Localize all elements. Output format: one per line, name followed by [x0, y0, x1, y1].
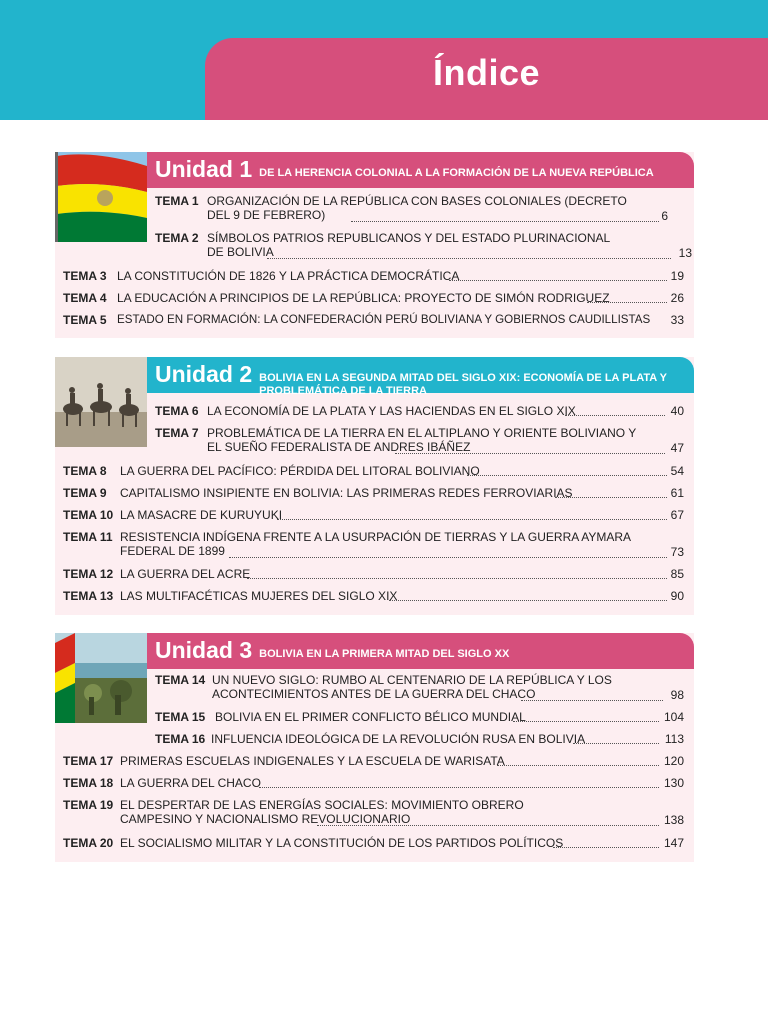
dot-leader	[521, 690, 663, 701]
dot-leader	[565, 405, 665, 416]
page-number: 130	[663, 776, 684, 790]
unit-title: BOLIVIA EN LA PRIMERA MITAD DEL SIGLO XX	[259, 648, 510, 660]
page-number: 13	[678, 246, 692, 260]
tema-title: LA MASACRE DE KURUYUKI	[120, 508, 283, 522]
page-number: 54	[670, 464, 684, 478]
dot-leader	[497, 755, 659, 766]
toc-entry[interactable]	[63, 776, 684, 792]
tema-number: TEMA 15	[155, 710, 206, 724]
tema-number: TEMA 11	[63, 530, 113, 544]
toc-entry[interactable]	[155, 231, 692, 261]
toc-entry[interactable]	[155, 194, 668, 224]
unit-label: Unidad 3	[155, 637, 253, 663]
page-number: 113	[664, 732, 684, 746]
unit-3	[55, 633, 694, 862]
unit-title: BOLIVIA EN LA SEGUNDA MITAD DEL SIGLO XIX: ECONOMÍA DE LA PLATA Y PROBLEMÁTICA DE LA TIERRA	[259, 372, 667, 397]
tema-number: TEMA 10	[63, 508, 114, 522]
tema-title: LAS MULTIFACÉTICAS MUJERES DEL SIGLO XIX	[120, 589, 398, 603]
unit-label: Unidad 2	[155, 361, 253, 387]
tema-title: LA GUERRA DEL ACRE	[120, 567, 251, 581]
tema-number: TEMA 19	[63, 798, 114, 812]
tema-title: LA GUERRA DEL CHACO	[120, 776, 261, 790]
tema-title: PRIMERAS ESCUELAS INDIGENALES Y LA ESCUELA DE WARISATA	[120, 754, 505, 768]
tema-number: TEMA 4	[63, 291, 107, 305]
dot-leader	[259, 777, 659, 788]
tema-number: TEMA 12	[63, 567, 114, 581]
toc-entry[interactable]	[63, 567, 684, 583]
unit-3-header	[147, 633, 694, 669]
tema-title: PROBLEMÁTICA DE LA TIERRA EN EL ALTIPLANO Y ORIENTE BOLIVIANO Y EL SUEÑO FEDERALISTA DE ANDRES IBÁÑEZ	[207, 426, 637, 454]
toc-entry[interactable]	[155, 732, 684, 748]
tema-title: RESISTENCIA INDÍGENA FRENTE A LA USURPACIÓN DE TIERRAS Y LA GUERRA AYMARA FEDERAL DE 1899	[120, 530, 631, 558]
toc-entry[interactable]	[63, 836, 684, 852]
toc-entry[interactable]	[155, 404, 684, 420]
tema-title: CAPITALISMO INSIPIENTE EN BOLIVIA: LAS PRIMERAS REDES FERROVIARIAS	[120, 486, 573, 500]
tema-title: LA ECONOMÍA DE LA PLATA Y LAS HACIENDAS EN EL SIGLO XIX	[207, 404, 576, 418]
tema-number: TEMA 7	[155, 426, 199, 440]
tema-number: TEMA 18	[63, 776, 114, 790]
page-number: 33	[670, 313, 684, 327]
unit-1-header	[147, 152, 694, 188]
toc-entry[interactable]	[155, 426, 684, 456]
tema-title: LA GUERRA DEL PACÍFICO: PÉRDIDA DEL LITORAL BOLIVIANO	[120, 464, 480, 478]
toc-entry[interactable]	[63, 508, 684, 524]
chaco-war-collage-photo	[55, 633, 147, 723]
page-number: 73	[670, 545, 684, 559]
dot-leader	[247, 568, 667, 579]
dot-leader	[449, 270, 667, 281]
toc-entry[interactable]	[63, 464, 684, 480]
tema-number: TEMA 9	[63, 486, 107, 500]
page-number: 47	[670, 441, 684, 455]
tema-number: TEMA 1	[155, 194, 199, 208]
unit-title: DE LA HERENCIA COLONIAL A LA FORMACIÓN DE LA NUEVA REPÚBLICA	[259, 167, 654, 179]
page-number: 138	[663, 813, 684, 827]
page-number: 19	[670, 269, 684, 283]
page-number: 6	[661, 209, 668, 223]
page-number: 67	[670, 508, 684, 522]
historic-horsemen-photo	[55, 357, 147, 447]
dot-leader	[513, 711, 659, 722]
tema-number: TEMA 3	[63, 269, 107, 283]
tema-title: LA CONSTITUCIÓN DE 1826 Y LA PRÁCTICA DEMOCRÁTICA	[117, 269, 460, 283]
dot-leader	[267, 248, 671, 259]
page-number: 104	[663, 710, 684, 724]
tema-number: TEMA 13	[63, 589, 114, 603]
page-number: 90	[670, 589, 684, 603]
tema-number: TEMA 5	[63, 313, 107, 327]
page-number: 40	[670, 404, 684, 418]
tema-title: BOLIVIA EN EL PRIMER CONFLICTO BÉLICO MUNDIAL	[215, 710, 526, 724]
dot-leader	[351, 211, 659, 222]
page-title: Índice	[432, 52, 541, 93]
page-number: 61	[670, 486, 684, 500]
unit-label: Unidad 1	[155, 156, 253, 182]
tema-number: TEMA 6	[155, 404, 199, 418]
toc-entry[interactable]	[63, 798, 684, 828]
tema-number: TEMA 16	[155, 732, 206, 746]
toc-entry[interactable]	[155, 673, 684, 703]
tema-number: TEMA 8	[63, 464, 107, 478]
page-number: 147	[663, 836, 684, 850]
tema-title: ESTADO EN FORMACIÓN: LA CONFEDERACIÓN PERÚ BOLIVIANA Y GOBIERNOS CAUDILLISTAS	[117, 313, 651, 326]
tema-number: TEMA 17	[63, 754, 114, 768]
toc-entry[interactable]	[63, 313, 684, 329]
dot-leader	[587, 292, 667, 303]
dot-leader	[277, 509, 667, 520]
unit-2-header	[147, 357, 694, 397]
dot-leader	[317, 815, 659, 826]
unit-2	[55, 357, 694, 615]
unit-1	[55, 152, 694, 338]
tema-number: TEMA 2	[155, 231, 199, 245]
dot-leader	[467, 465, 667, 476]
toc-entry[interactable]	[63, 589, 684, 605]
page-number: 26	[670, 291, 684, 305]
tema-title: ORGANIZACIÓN DE LA REPÚBLICA CON BASES COLONIALES (DECRETO DEL 9 DE FEBRERO)	[207, 194, 627, 222]
tema-title: SÍMBOLOS PATRIOS REPUBLICANOS Y DEL ESTADO PLURINACIONAL DE BOLIVIA	[207, 231, 610, 259]
tema-title: UN NUEVO SIGLO: RUMBO AL CENTENARIO DE LA REPÚBLICA Y LOS ACONTECIMIENTOS ANTES DE LA GUERRA DEL CHACO	[212, 673, 612, 701]
toc-entry[interactable]	[155, 710, 684, 726]
tema-number: TEMA 14	[155, 673, 206, 687]
toc-entry[interactable]	[63, 291, 684, 307]
tema-title: EL DESPERTAR DE LAS ENERGÍAS SOCIALES: MOVIMIENTO OBRERO CAMPESINO Y NACIONALISMO REVOLUCIONARIO	[120, 798, 524, 826]
bolivian-flag-image	[55, 152, 147, 242]
dot-leader	[229, 547, 667, 558]
toc-entry[interactable]	[63, 530, 684, 560]
toc-entry[interactable]	[63, 486, 684, 502]
tema-title: EL SOCIALISMO MILITAR Y LA CONSTITUCIÓN DE LOS PARTIDOS POLÍTICOS	[120, 836, 564, 850]
tema-number: TEMA 20	[63, 836, 114, 850]
tema-title: LA EDUCACIÓN A PRINCIPIOS DE LA REPÚBLICA: PROYECTO DE SIMÓN RODRIGUEZ	[117, 291, 610, 305]
dot-leader	[555, 487, 667, 498]
dot-leader	[553, 837, 659, 848]
page-number: 85	[670, 567, 684, 581]
tema-title: INFLUENCIA IDEOLÓGICA DE LA REVOLUCIÓN RUSA EN BOLIVIA	[211, 732, 586, 746]
dot-leader	[389, 590, 667, 601]
page-number: 120	[663, 754, 684, 768]
toc-entry[interactable]	[63, 754, 684, 770]
toc-entry[interactable]	[63, 269, 684, 285]
page-number: 98	[670, 688, 684, 702]
dot-leader	[573, 733, 659, 744]
dot-leader	[395, 443, 665, 454]
